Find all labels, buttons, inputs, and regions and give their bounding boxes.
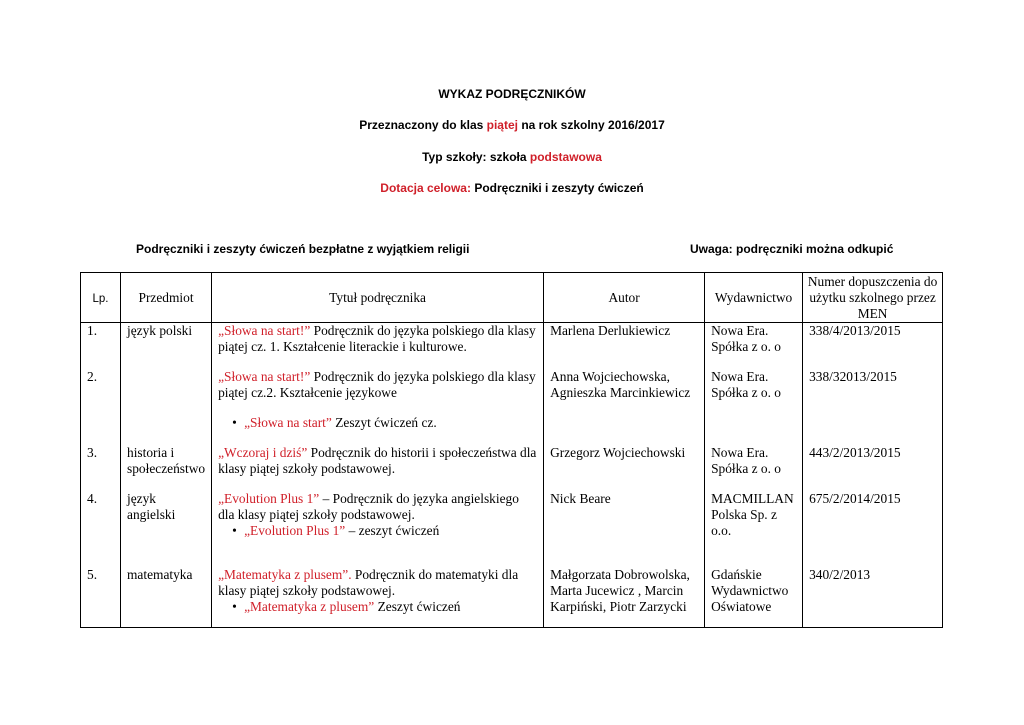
title-description: Podręcznik do historii i społeczeństwa dla klasy piątej szkoły podstawowej.	[218, 445, 537, 476]
row-author: Anna Wojciechowska, Agnieszka Marcinkiewicz	[544, 369, 705, 431]
row-publisher: MACMILLAN Polska Sp. z o.o.	[705, 491, 803, 539]
note-buyback: Uwaga: podręczniki można odkupić	[690, 242, 894, 256]
workbook-bullet	[218, 599, 537, 615]
row-title	[212, 445, 544, 477]
workbook-bullet	[218, 523, 537, 539]
row-number: 1.	[81, 323, 121, 356]
workbook-description: Zeszyt ćwiczeń	[374, 599, 461, 614]
document-title: WYKAZ PODRĘCZNIKÓW	[438, 87, 586, 101]
table-header-row	[81, 273, 943, 323]
row-title	[212, 323, 544, 356]
row-number: 5.	[81, 567, 121, 628]
class-prefix: Przeznaczony do klas	[359, 118, 487, 132]
table-row	[81, 491, 943, 539]
note-free-books: Podręczniki i zeszyty ćwiczeń bezpłatne z wyjątkiem religii	[136, 242, 470, 256]
col-header-publisher: Wydawnictwo	[705, 273, 803, 323]
workbook-bullet	[218, 415, 537, 431]
title-name: „Słowa na start!”	[218, 323, 311, 338]
workbook-name: „Evolution Plus 1”	[244, 523, 346, 538]
row-publisher: Nowa Era. Spółka z o. o	[705, 445, 803, 477]
row-publisher: Nowa Era. Spółka z o. o	[705, 323, 803, 356]
title-description: Podręcznik do języka polskiego dla klasy piątej cz.2. Kształcenie językowe	[218, 369, 536, 400]
workbook-description: Zeszyt ćwiczeń cz.	[331, 415, 437, 430]
table-row	[81, 323, 943, 356]
row-title	[212, 567, 544, 628]
col-header-title: Tytuł podręcznika	[212, 273, 544, 323]
col-header-author: Autor	[544, 273, 705, 323]
col-header-approval: Numer dopuszczenia do użytku szkolnego przez MEN	[803, 273, 943, 323]
class-grade: piątej	[486, 118, 518, 132]
row-number: 2.	[81, 369, 121, 431]
row-subject: język polski	[121, 323, 212, 356]
table-row	[81, 369, 943, 431]
row-subject: matematyka	[121, 567, 212, 628]
row-subject	[121, 369, 212, 431]
row-author: Marlena Derlukiewicz	[544, 323, 705, 356]
school-type-prefix: Typ szkoły: szkoła	[422, 150, 530, 164]
title-name: „Evolution Plus 1”	[218, 491, 320, 506]
title-name: „Słowa na start!”	[218, 369, 311, 384]
row-number: 4.	[81, 491, 121, 539]
title-name: „Matematyka z plusem”.	[218, 567, 352, 582]
school-type-line	[0, 150, 1024, 164]
title-description: – Podręcznik do języka angielskiego dla klasy piątej szkoły podstawowej.	[218, 491, 519, 522]
table-row	[81, 445, 943, 477]
table-row	[81, 567, 943, 628]
subsidy-value: Podręczniki i zeszyty ćwiczeń	[470, 181, 644, 195]
row-approval: 340/2/2013	[803, 567, 943, 628]
row-approval: 338/4/2013/2015	[803, 323, 943, 356]
row-approval: 443/2/2013/2015	[803, 445, 943, 477]
row-number: 3.	[81, 445, 121, 477]
title-description: Podręcznik do matematyki dla klasy piątej szkoły podstawowej.	[218, 567, 519, 598]
workbook-description: – zeszyt ćwiczeń	[345, 523, 440, 538]
title-name: „Wczoraj i dziś”	[218, 445, 308, 460]
row-approval: 675/2/2014/2015	[803, 491, 943, 539]
row-author: Grzegorz Wojciechowski	[544, 445, 705, 477]
subsidy-line	[0, 181, 1024, 195]
school-type-value: podstawowa	[529, 150, 602, 164]
row-subject: język angielski	[121, 491, 212, 539]
subsidy-label: Dotacja celowa:	[380, 181, 471, 195]
row-subject: historia i społeczeństwo	[121, 445, 212, 477]
class-suffix: na rok szkolny 2016/2017	[517, 118, 665, 132]
col-header-lp: Lp.	[81, 273, 121, 323]
row-title	[212, 491, 544, 539]
col-header-subject: Przedmiot	[121, 273, 212, 323]
row-title	[212, 369, 544, 431]
row-author: Nick Beare	[544, 491, 705, 539]
workbook-name: „Słowa na start”	[244, 415, 332, 430]
title-description: Podręcznik do języka polskiego dla klasy piątej cz. 1. Kształcenie literackie i kulturowe.	[218, 323, 536, 354]
textbook-table	[80, 272, 943, 628]
row-publisher: Nowa Era. Spółka z o. o	[705, 369, 803, 431]
workbook-name: „Matematyka z plusem”	[244, 599, 375, 614]
row-approval: 338/32013/2015	[803, 369, 943, 431]
class-line	[0, 118, 1024, 132]
row-publisher: Gdańskie Wydawnictwo Oświatowe	[705, 567, 803, 628]
row-author: Małgorzata Dobrowolska, Marta Jucewicz , Marcin Karpiński, Piotr Zarzycki	[544, 567, 705, 628]
